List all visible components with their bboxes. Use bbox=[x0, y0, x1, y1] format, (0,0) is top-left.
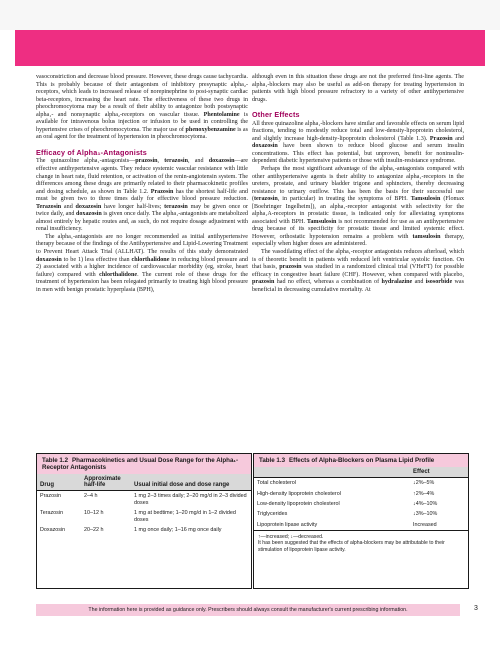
lipid-effects-table bbox=[254, 467, 468, 530]
paragraph: The vasodilating effect of the alpha₁-receptor antagonists reduces afterload, which is of theoretic benefit in patients with reduced left ventricular systolic function. On that basis, prazosin was studied in a randomized clinical trial (VHeFT) for possible efficacy in congestive heart failure (CHF). However, when compared with placebo, prazosin had no effect, whereas a combination of hydralazine and isosorbide was beneficial in decreasing cumulative mortality. At bbox=[252, 249, 464, 293]
section-heading: Other Effects bbox=[252, 110, 300, 120]
table-title: Table 1.3 Effects of Alpha-Blockers on Plasma Lipid Profile bbox=[254, 454, 468, 467]
table-row: Low-density lipoprotein cholesterol ↓4%–10% bbox=[257, 501, 438, 508]
column-header: Approximate half-life bbox=[81, 474, 131, 491]
left-column bbox=[36, 74, 248, 294]
paragraph: although even in this situation these drugs are not the preferred first-line agents. The alpha₁-blockers may also be useful as add-on therapy for treating hypertension in patients with high blood pressure refractory to a variety of other antihypertensive drugs. bbox=[252, 74, 464, 103]
table-title: Table 1.2 Pharmacokinetics and Usual Dose Range for the Alpha₁-Receptor Antagonists bbox=[37, 454, 251, 474]
table-row: Prazosin 2–4 h 1 mg 2–3 times daily; 2–20 mg/d in 2–3 divided doses bbox=[40, 493, 247, 506]
paragraph: vasoconstriction and decrease blood pressure. However, these drugs cause tachycardia. This is probably because of their antagonism of inhibitory presynaptic alpha₂-receptors, which leads to increased release of norepinephrine to post-synaptic cardiac beta-receptors, increasing the heart rate. The effectiveness of these two drugs in pheochromocytoma may be a result of their ability to antagonize both postsynaptic alpha₁- and nonsynaptic alpha₂-receptors on vascular tissue. Phentolamine is available for intravenous bolus injection or infusion to be used in controlling the hypertensive crises of pheochromocytoma. The major use of phenoxybenzamine is as an oral agent for the treatment of hypertension in pheochromocytoma. bbox=[36, 74, 248, 141]
table-row: Total cholesterol ↓2%–5% bbox=[257, 480, 435, 487]
column-header bbox=[254, 467, 409, 478]
column-header: Effect bbox=[409, 467, 468, 478]
header-color-bar bbox=[15, 30, 485, 66]
table-row: High-density lipoprotein cholesterol ↑2%–4% bbox=[257, 490, 435, 497]
page-number: 3 bbox=[474, 605, 478, 612]
paragraph: The quinazoline alpha₁-antagonists—prazosin, terazosin, and doxazosin—are effective antihypertensive agents. They reduce systemic vascular resistance with little change in heart rate, fluid retention, or activation of the renin-angiotensin system. The differences among these drugs are primarily related to their pharmacokinetic profiles and dosing schedule, as shown in Table 1.2. Prazosin has the shortest half-life and must be given two to three times daily for effective blood pressure reduction. Terazosin and doxazosin have longer half-lives; terazosin may be given once or twice daily, and doxazosin is given once daily. The alpha₁-antagonists are metabolized almost entirely by hepatic routes and, as such, do not require dosage adjustment with renal insufficiency. bbox=[36, 158, 249, 233]
pharmacokinetics-table bbox=[37, 474, 251, 535]
section-heading: Efficacy of Alpha₁-Antagonists bbox=[36, 147, 147, 157]
paragraph: All three quinazoline alpha₁-blockers have similar and favorable effects on serum lipid fractions, tending to modestly reduce total and low-density-lipoprotein cholesterol, and slightly increase high-density-lipoprotein cholesterol (Table 1.3). Prazosin and doxazosin have been shown to reduce blood glucose and serum insulin concentrations. This effect has potential, but unproven, benefit for noninsulin-dependent diabetic hypertensive patients or those with insulin-resistance syndrome. bbox=[252, 120, 464, 165]
table-row: Triglycerides ↓3%–10% bbox=[257, 511, 438, 518]
table-footnote: ↑—increased; ↓—decreased. It has been suggested that the effects of alpha-blockers may be attributable to their stimulation of lipoprotein lipase activity. bbox=[254, 530, 468, 556]
table-row: Doxazosin 20–22 h 1 mg once daily; 1–16 mg once daily bbox=[40, 527, 222, 534]
table-row: Lipoprotein lipase activity Increased bbox=[257, 521, 437, 528]
footer-disclaimer: The information here is provided as guidance only. Prescribers should always consult the manufacturer's current prescribing information. bbox=[36, 604, 460, 616]
right-column bbox=[252, 74, 464, 294]
table-row: Terazosin 10–12 h 1 mg at bedtime; 1–20 mg/d in 1–2 divided doses bbox=[40, 510, 236, 523]
table-1-2 bbox=[36, 453, 252, 589]
paragraph: The alpha₁-antagonists are no longer recommended as initial antihypertensive therapy because of the findings of the Antihypertensive and Lipid-Lowering Treatment to Prevent Heart Attack Trial (ALLHAT). The results of this study demonstrated doxazosin to be 1) less effective than chlorthalidone in reducing blood pressure and 2) associated with a higher incidence of cardiovascular morbidity (eg, stroke, heart failure) compared with chlorthalidone. The current role of these drugs for the treatment of hypertension has been relegated primarily to treating high blood pressure in men with benign prostatic hyperplasia (BPH), bbox=[36, 233, 249, 293]
column-header: Drug bbox=[37, 474, 81, 491]
paragraph: Perhaps the most significant advantage of the alpha₁-antagonists compared with other antihypertensive agents is their ability to antagonize alpha₁-receptors in the ureters, prostate, and urinary bladder trigone and sphincters, thereby decreasing resistance to urinary outflow. This has been the basis for their successful use (terazosin, in particular) in treating the symptoms of BPH. Tamsulosin (Flomax [Boehringer Ingelheim]), an alpha₁-receptor antagonist with selectivity for the alpha₁A-receptors in prostatic tissue, is indicated only for alleviating symptoms associated with BPH. Tamsulosin is not recommended for use as an antihypertensive drug because of its specificity for prostatic tissue and limited systemic effect. However, orthostatic hypotension remains a problem with tamsulosin therapy, especially when higher doses are administered. bbox=[252, 166, 465, 248]
column-header: Usual initial dose and dose range bbox=[131, 474, 251, 491]
top-margin bbox=[0, 0, 500, 30]
table-1-3 bbox=[253, 453, 469, 589]
